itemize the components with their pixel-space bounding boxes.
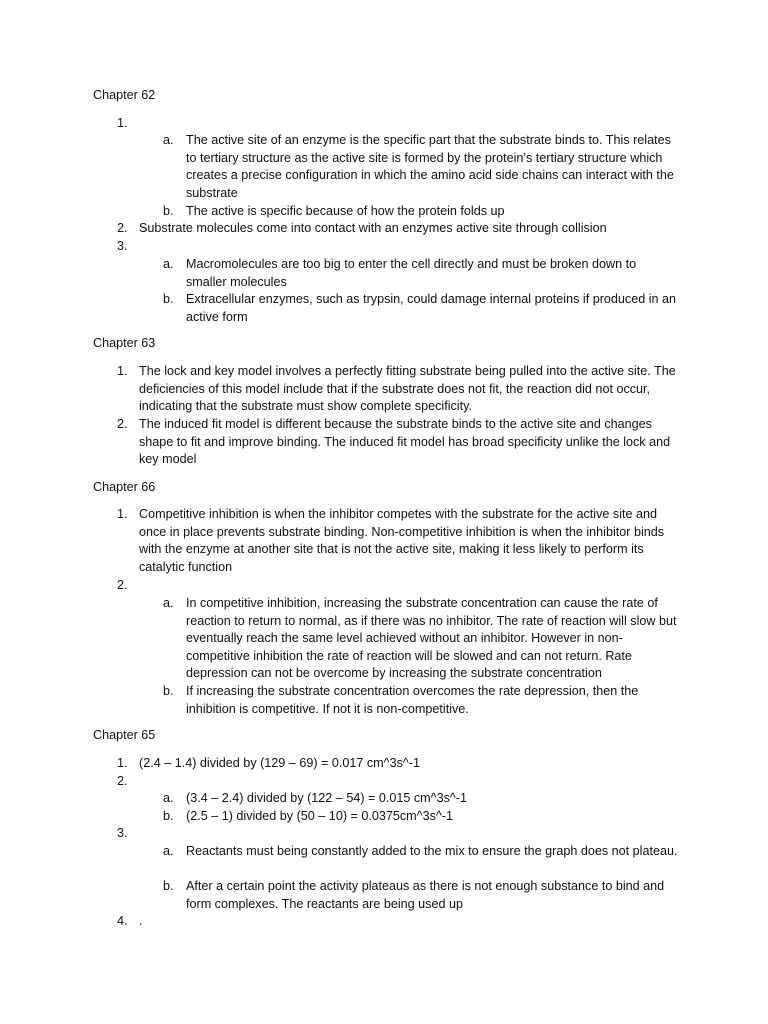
list-number: 2. <box>117 221 128 235</box>
sub-list-text: Reactants must being constantly added to the mix to ensure the graph does not plateau. <box>186 844 678 858</box>
list-text: . <box>139 914 143 928</box>
chapter-heading: Chapter 66 <box>93 480 156 494</box>
chapter-heading: Chapter 62 <box>93 88 156 102</box>
sub-list-text: After a certain point the activity plateaus as there is not enough substance to bind and form complexes. The reactants are being used up <box>186 879 665 911</box>
list-number: 1. <box>117 507 128 521</box>
sub-list-text: Extracellular enzymes, such as trypsin, could damage internal proteins if produced in an active form <box>186 292 677 324</box>
sub-list-label: b. <box>163 809 174 823</box>
list-number: 3. <box>117 239 128 253</box>
sub-list-text: In competitive inhibition, increasing the substrate concentration can cause the rate of reaction to return to normal, as if there was no inhibitor. The rate of reaction will slow but eventually reach the same level achieved without an inhibitor. However in non-competitive inhibition the rate of reaction will be slowed and can not return. Rate depression can not be overcome by increasing the substrate concentration <box>186 596 677 681</box>
sub-list-label: a. <box>163 257 174 271</box>
sub-list-text: The active is specific because of how the protein folds up <box>186 204 505 218</box>
list-text: The lock and key model involves a perfectly fitting substrate being pulled into the active site. The deficiencies of this model include that if the substrate does not fit, the reaction did not occur, indicating that the substrate must show complete specificity. <box>139 364 676 414</box>
list-text: Competitive inhibition is when the inhibitor competes with the substrate for the active site and once in place prevents substrate binding. Non-competitive inhibition is when the inhibitor binds with the enzyme at another site that is not the active site, making it less likely to perform its catalytic function <box>139 507 665 574</box>
sub-list-text: (2.5 – 1) divided by (50 – 10) = 0.0375cm^3s^-1 <box>186 809 453 823</box>
list-text: (2.4 – 1.4) divided by (129 – 69) = 0.017 cm^3s^-1 <box>139 756 420 770</box>
sub-list-label: b. <box>163 204 174 218</box>
sub-list-label: a. <box>163 596 174 610</box>
list-number: 2. <box>117 578 128 592</box>
sub-list-label: b. <box>163 684 174 698</box>
sub-list-text: Macromolecules are too big to enter the cell directly and must be broken down to smaller molecules <box>186 257 637 289</box>
sub-list-label: b. <box>163 879 174 893</box>
list-text: Substrate molecules come into contact with an enzymes active site through collision <box>139 221 607 235</box>
chapter-heading: Chapter 65 <box>93 728 156 742</box>
sub-list-label: a. <box>163 133 174 147</box>
list-number: 1. <box>117 364 128 378</box>
sub-list-label: a. <box>163 844 174 858</box>
list-number: 2. <box>117 774 128 788</box>
sub-list-text: (3.4 – 2.4) divided by (122 – 54) = 0.015 cm^3s^-1 <box>186 791 467 805</box>
sub-list-label: a. <box>163 791 174 805</box>
sub-list-label: b. <box>163 292 174 306</box>
sub-list-text: The active site of an enzyme is the specific part that the substrate binds to. This relates to tertiary structure as the active site is formed by the protein’s tertiary structure which creates a precise configuration in which the amino acid side chains can interact with the substrate <box>186 133 674 200</box>
sub-list-text: If increasing the substrate concentration overcomes the rate depression, then the inhibition is competitive. If not it is non-competitive. <box>186 684 639 716</box>
list-text: The induced fit model is different because the substrate binds to the active site and changes shape to fit and improve binding. The induced fit model has broad specificity unlike the lock and key model <box>139 417 671 467</box>
chapter-heading: Chapter 63 <box>93 336 156 350</box>
list-number: 3. <box>117 826 128 840</box>
list-number: 4. <box>117 914 128 928</box>
list-number: 2. <box>117 417 128 431</box>
list-number: 1. <box>117 756 128 770</box>
list-number: 1. <box>117 116 128 130</box>
